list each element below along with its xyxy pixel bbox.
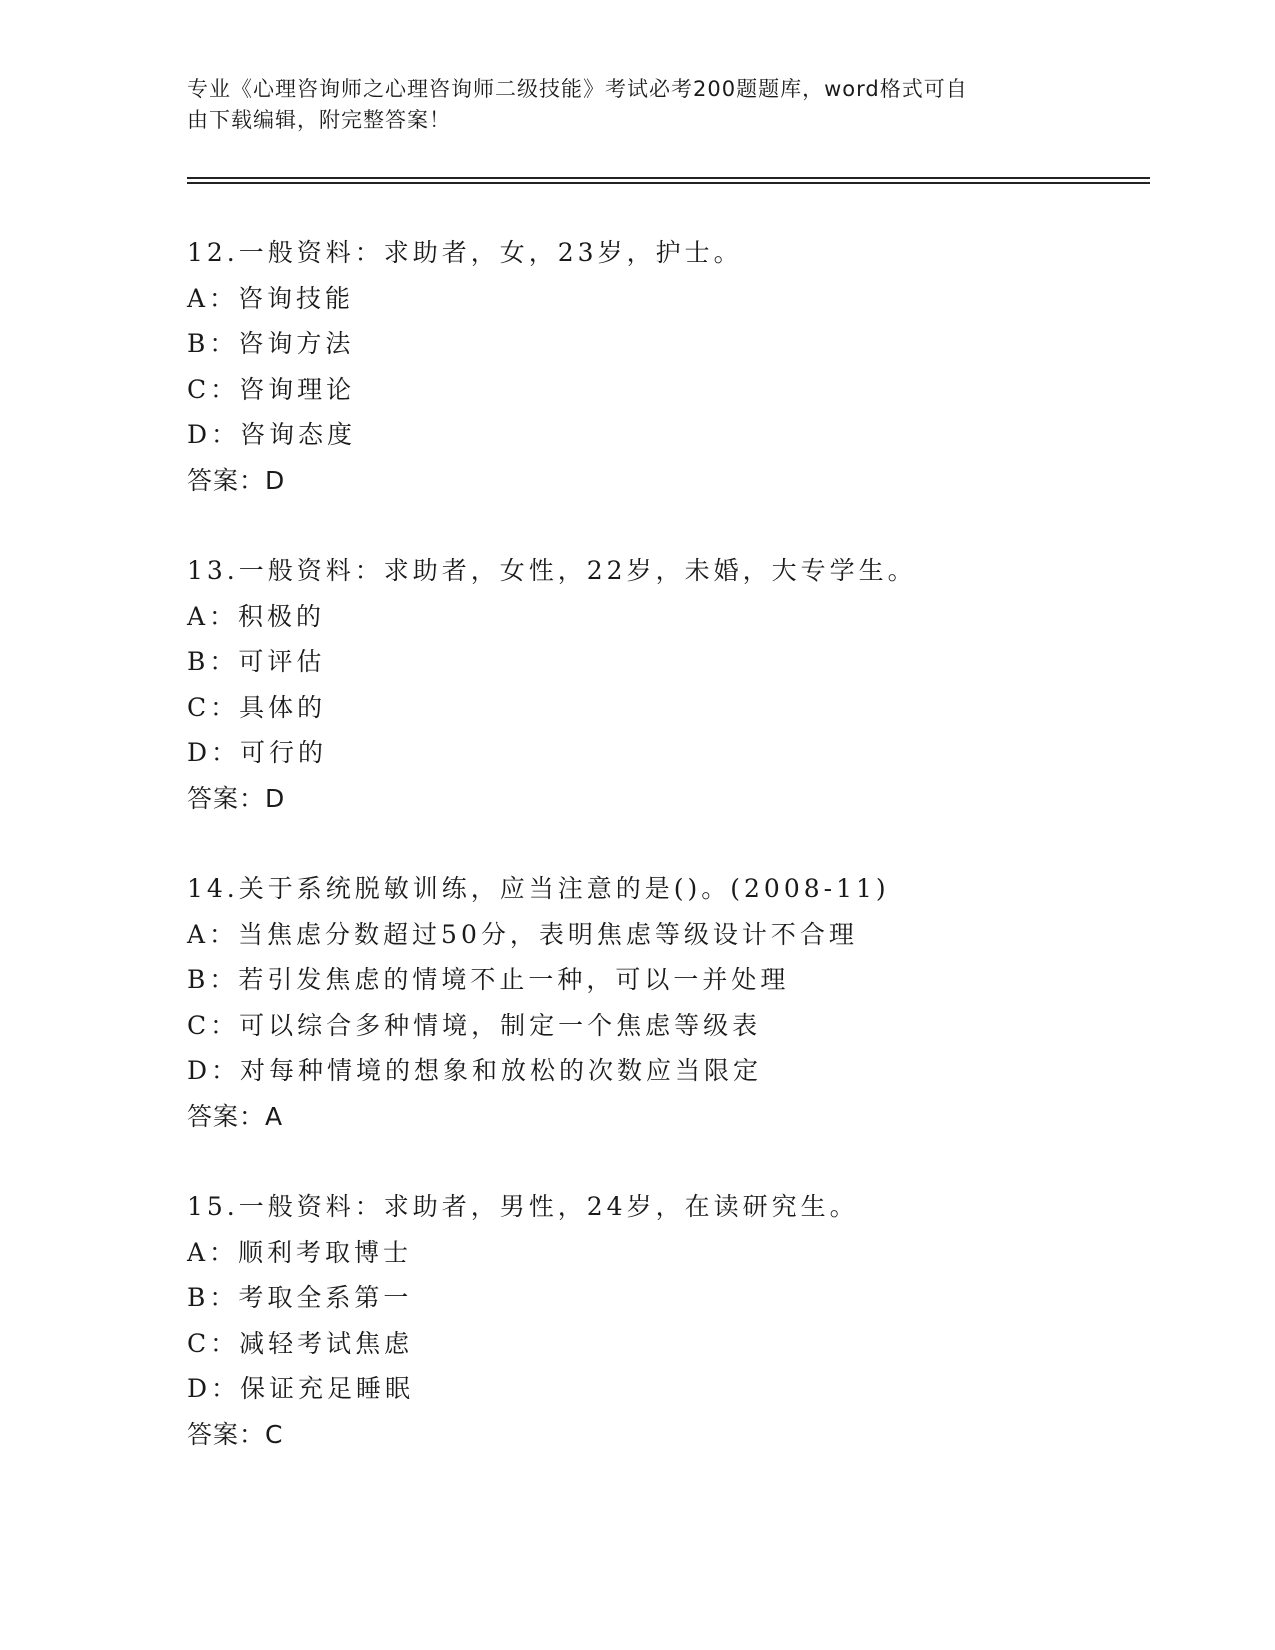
option-b: B：考取全系第一 [187, 1283, 413, 1312]
option-d: D：保证充足睡眠 [187, 1374, 415, 1403]
document-header [187, 74, 1057, 136]
answer: 答案：D [187, 783, 286, 813]
option-a: A：顺利考取博士 [187, 1237, 413, 1267]
question-14 [187, 866, 1087, 1139]
option-a: A：咨询技能 [187, 283, 355, 313]
option-a: A：积极的 [187, 601, 326, 631]
option-b: B：可评估 [187, 647, 326, 676]
answer: 答案：A [187, 1101, 284, 1131]
header-divider-top [187, 177, 1150, 179]
option-c: C：减轻考试焦虑 [187, 1328, 414, 1358]
option-b: B：若引发焦虑的情境不止一种，可以一并处理 [187, 965, 790, 994]
answer: 答案：C [187, 1419, 284, 1449]
question-stem: 13.一般资料：求助者，女性，22岁，未婚，大专学生。 [187, 556, 917, 585]
question-12 [187, 230, 1087, 503]
option-c: C：咨询理论 [187, 374, 356, 404]
option-d: D：咨询态度 [187, 420, 357, 449]
question-13 [187, 548, 1087, 821]
option-b: B：咨询方法 [187, 329, 355, 358]
answer: 答案：D [187, 465, 286, 495]
question-stem: 12.一般资料：求助者，女，23岁，护士。 [187, 238, 743, 267]
header-divider-bottom [187, 182, 1150, 184]
option-a: A：当焦虑分数超过50分，表明焦虑等级设计不合理 [187, 919, 858, 949]
question-15 [187, 1184, 1087, 1457]
question-stem: 14.关于系统脱敏训练，应当注意的是()。(2008-11) [187, 874, 890, 903]
option-c: C：具体的 [187, 692, 327, 722]
option-d: D：对每种情境的想象和放松的次数应当限定 [187, 1056, 763, 1085]
option-c: C：可以综合多种情境，制定一个焦虑等级表 [187, 1010, 762, 1040]
question-stem: 15.一般资料：求助者，男性，24岁，在读研究生。 [187, 1192, 859, 1221]
option-d: D：可行的 [187, 738, 328, 767]
header-line-1: 专业《心理咨询师之心理咨询师二级技能》考试必考200题题库，word格式可自 [187, 77, 968, 101]
header-line-2: 由下载编辑，附完整答案！ [187, 108, 451, 132]
